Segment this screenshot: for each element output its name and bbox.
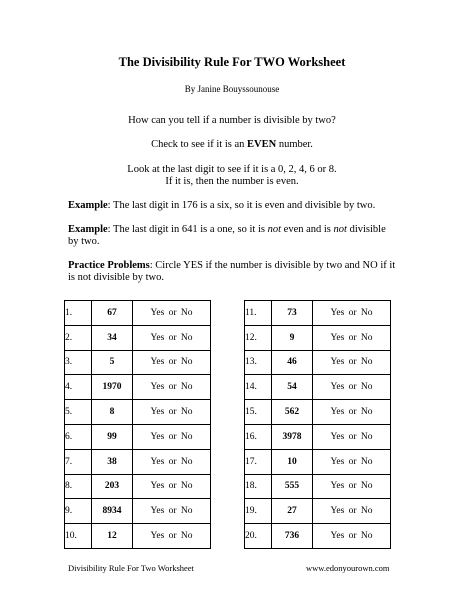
footer-left: Divisibility Rule For Two Worksheet	[68, 563, 194, 573]
problems-table-right	[244, 300, 391, 549]
yes-or-no-choice[interactable]: Yes or No	[313, 325, 391, 350]
problem-row	[65, 474, 211, 499]
yes-or-no-choice[interactable]: Yes or No	[313, 350, 391, 375]
problem-number: 17.	[245, 449, 272, 474]
problem-number: 6.	[65, 424, 92, 449]
check-text-pre: Check to see if it is an	[151, 139, 247, 150]
problem-row	[245, 400, 391, 425]
problem-number: 1.	[65, 301, 92, 326]
example-2-text-c: divisible by two.	[68, 224, 386, 247]
yes-or-no-choice[interactable]: Yes or No	[313, 499, 391, 524]
problem-value: 99	[92, 424, 133, 449]
problem-number: 16.	[245, 424, 272, 449]
problem-row	[65, 350, 211, 375]
problem-row	[245, 375, 391, 400]
problem-number: 3.	[65, 350, 92, 375]
yes-or-no-choice[interactable]: Yes or No	[133, 424, 211, 449]
yes-or-no-choice[interactable]: Yes or No	[133, 499, 211, 524]
problem-number: 8.	[65, 474, 92, 499]
problem-value: 736	[272, 524, 313, 549]
yes-or-no-choice[interactable]: Yes or No	[313, 301, 391, 326]
problem-value: 54	[272, 375, 313, 400]
example-2	[68, 224, 398, 248]
check-line	[0, 139, 464, 151]
problem-row	[245, 524, 391, 549]
problem-number: 12.	[245, 325, 272, 350]
problem-value: 8934	[92, 499, 133, 524]
yes-or-no-choice[interactable]: Yes or No	[133, 325, 211, 350]
check-text-bold: EVEN	[247, 139, 277, 150]
yes-or-no-choice[interactable]: Yes or No	[133, 524, 211, 549]
problem-number: 2.	[65, 325, 92, 350]
yes-or-no-choice[interactable]: Yes or No	[133, 449, 211, 474]
problem-row	[245, 449, 391, 474]
problem-row	[245, 499, 391, 524]
problem-value: 8	[92, 400, 133, 425]
problem-value: 5	[92, 350, 133, 375]
problem-value: 555	[272, 474, 313, 499]
example-2-text-a: : The last digit in 641 is a one, so it is	[107, 224, 268, 235]
practice-label: Practice Problems	[68, 260, 150, 271]
problem-number: 13.	[245, 350, 272, 375]
problem-value: 562	[272, 400, 313, 425]
problem-value: 10	[272, 449, 313, 474]
problem-row	[65, 524, 211, 549]
yes-or-no-choice[interactable]: Yes or No	[313, 400, 391, 425]
problem-row	[245, 325, 391, 350]
example-1	[68, 200, 398, 212]
problem-value: 73	[272, 301, 313, 326]
problem-number: 7.	[65, 449, 92, 474]
yes-or-no-choice[interactable]: Yes or No	[133, 400, 211, 425]
author-line: By Janine Bouyssounouse	[184, 84, 280, 94]
problem-number: 14.	[245, 375, 272, 400]
problem-value: 27	[272, 499, 313, 524]
question-line: How can you tell if a number is divisible by two?	[128, 115, 336, 126]
yes-or-no-choice[interactable]: Yes or No	[313, 424, 391, 449]
problem-row	[245, 424, 391, 449]
practice-text: : Circle YES if the number is divisible by two and NO if it is not divisible by two.	[68, 260, 396, 283]
look-line-1: Look at the last digit to see if it is a 0, 2, 4, 6 or 8.	[127, 164, 337, 175]
look-line-2: If it is, then the number is even.	[165, 176, 299, 187]
problem-row	[65, 449, 211, 474]
problem-row	[65, 375, 211, 400]
problem-number: 5.	[65, 400, 92, 425]
problem-number: 10.	[65, 524, 92, 549]
problem-value: 9	[272, 325, 313, 350]
example-2-em-2: not	[333, 224, 347, 235]
page-title: The Divisibility Rule For TWO Worksheet	[118, 55, 346, 69]
problem-value: 12	[92, 524, 133, 549]
example-2-em-1: not	[267, 224, 282, 235]
yes-or-no-choice[interactable]: Yes or No	[313, 375, 391, 400]
yes-or-no-choice[interactable]: Yes or No	[133, 350, 211, 375]
problem-number: 19.	[245, 499, 272, 524]
yes-or-no-choice[interactable]: Yes or No	[133, 301, 211, 326]
footer-right: www.edonyourown.com	[306, 563, 390, 573]
problem-number: 4.	[65, 375, 92, 400]
example-2-label: Example	[68, 224, 108, 235]
yes-or-no-choice[interactable]: Yes or No	[133, 375, 211, 400]
check-text-post: number.	[276, 139, 313, 150]
example-1-text: : The last digit in 176 is a six, so it is even and divisible by two.	[107, 200, 376, 211]
problem-number: 9.	[65, 499, 92, 524]
problem-number: 18.	[245, 474, 272, 499]
problem-row	[65, 301, 211, 326]
problem-row	[65, 325, 211, 350]
yes-or-no-choice[interactable]: Yes or No	[313, 474, 391, 499]
problem-value: 46	[272, 350, 313, 375]
problem-value: 38	[92, 449, 133, 474]
problem-value: 203	[92, 474, 133, 499]
example-2-text-b: even and is	[281, 224, 334, 235]
problem-value: 1970	[92, 375, 133, 400]
problem-row	[65, 499, 211, 524]
problem-row	[245, 301, 391, 326]
practice-instructions	[68, 260, 398, 284]
yes-or-no-choice[interactable]: Yes or No	[133, 474, 211, 499]
problem-number: 11.	[245, 301, 272, 326]
problem-value: 67	[92, 301, 133, 326]
problem-number: 15.	[245, 400, 272, 425]
problem-value: 3978	[272, 424, 313, 449]
problem-row	[245, 474, 391, 499]
problem-number: 20.	[245, 524, 272, 549]
problem-value: 34	[92, 325, 133, 350]
problem-row	[65, 400, 211, 425]
problem-row	[245, 350, 391, 375]
yes-or-no-choice[interactable]: Yes or No	[313, 524, 391, 549]
problem-row	[65, 424, 211, 449]
yes-or-no-choice[interactable]: Yes or No	[313, 449, 391, 474]
example-1-label: Example	[68, 200, 108, 211]
problems-table-left	[64, 300, 211, 549]
